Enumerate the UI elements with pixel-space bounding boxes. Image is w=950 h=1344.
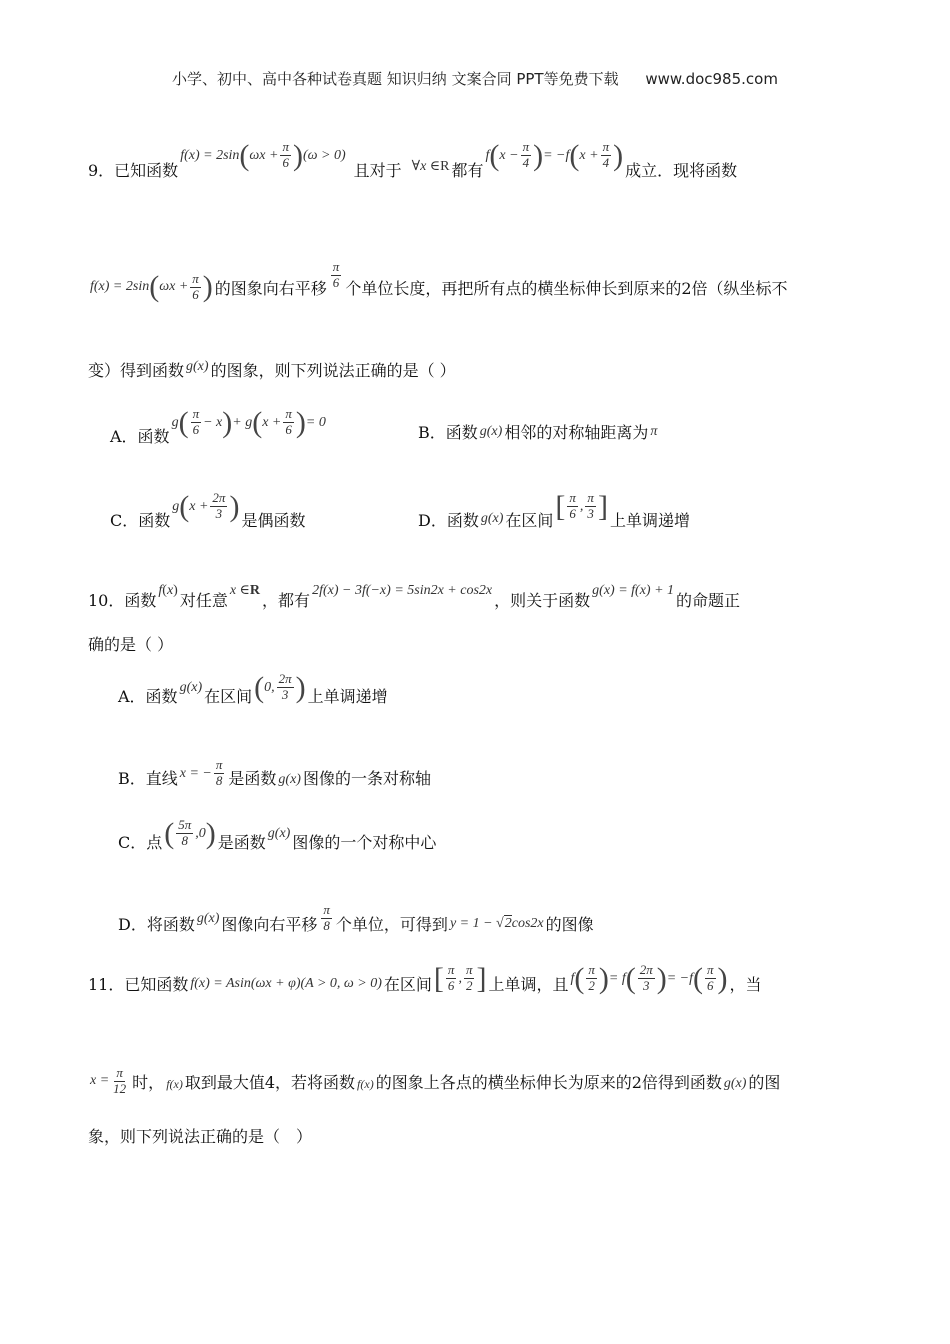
q9-forall: ∀x ∈ R (411, 158, 450, 174)
q11-fx-1: f(x) (166, 1076, 183, 1091)
q11-text-6: 的图象上各点的横坐标伸长为原来的2倍得到函数 (375, 1072, 722, 1092)
q10-option-a-interval: ( 0, $\frac{2\pi}{3}$ ) (254, 670, 306, 704)
q11-condition: f ( $\frac{\pi}{2}$ ) = f ( $\frac{2\pi}{3}$ ) = −f ( $\frac{\pi}{6}$ ) (570, 961, 728, 995)
q9-option-d-text-2: 上单调递增 (609, 511, 690, 530)
q10-text-5: 确的是（ ） (88, 635, 174, 654)
q10-option-c[interactable] (118, 814, 436, 853)
q9-option-d[interactable] (418, 482, 690, 531)
q10-option-d-text-3: 的图像 (545, 915, 594, 934)
q11-line2 (88, 1066, 780, 1097)
q10-option-b-text-2: 图像的一条对称轴 (302, 769, 431, 788)
q11-text-7: 的图 (748, 1072, 781, 1092)
q10-option-d-target: y = 1 − √ 2 cos2x (449, 915, 544, 931)
q10-option-c-point: ( $\frac{5\pi}{8}$ ,0 ) (164, 816, 216, 850)
q9-option-a-label: A．函数 (110, 427, 170, 446)
q11-fx-2: f(x) (357, 1076, 374, 1091)
q10-option-c-gx: g(x) (267, 825, 291, 841)
q10-line2 (88, 632, 173, 655)
q9-text-7: 的图象，则下列说法正确的是（ ） (210, 361, 456, 380)
q10-option-a[interactable] (118, 668, 388, 707)
q10-option-a-text-2: 上单调递增 (307, 687, 388, 706)
q9-option-b-text: 相邻的对称轴距离为 (504, 423, 649, 442)
q9-option-a[interactable] (110, 398, 328, 447)
q9-text-2: 都有 (451, 161, 484, 180)
q9-option-a-math: g ( $\frac{\pi}{6}$ − x ) + g ( x + $\frac{\pi}{6}$ ) = 0 (171, 405, 326, 439)
q11-gx: g(x) (723, 1076, 747, 1092)
q11-text-1: 在区间 (383, 975, 432, 994)
q10-option-a-text: 在区间 (204, 687, 253, 706)
q9-line2 (88, 259, 788, 304)
q11-f-def: f(x) = Asin(ωx + φ)(A > 0, ω > 0) (190, 975, 382, 991)
q9-option-d-interval: [ $\frac{\pi}{6}$ , $\frac{\pi}{3}$ ] (555, 489, 608, 523)
q9-f-def-2: f(x) = 2sin ( ωx + $\frac{\pi}{6}$ ) (90, 270, 213, 304)
page-header (0, 68, 950, 89)
q10-option-d-text-2: 个单位，可得到 (335, 915, 448, 934)
q11-line3 (88, 1124, 312, 1147)
q9-line1 (88, 138, 738, 181)
q9-text-1: 且对于 (353, 161, 402, 180)
q11-x-value: x = $\frac{\pi}{12}$ (90, 1065, 127, 1096)
q10-option-b-label: B．直线 (118, 769, 178, 788)
q9-option-c-text: 是偶函数 (241, 511, 306, 530)
q10-option-d-shift: $\frac{\pi}{8}$ (323, 902, 330, 933)
q9-option-c-math: g ( x + $\frac{2\pi}{3}$ ) (172, 489, 240, 523)
q9-option-d-gx: g(x) (480, 510, 504, 526)
q10-option-d-gx: g(x) (196, 910, 220, 926)
q9-option-b-gx: g(x) (479, 423, 503, 439)
q10-option-b[interactable] (118, 758, 431, 789)
q10-fx: f ( x ) (158, 582, 178, 598)
q10-option-c-text-2: 图像的一个对称中心 (292, 833, 437, 852)
q9-option-d-text: 在区间 (505, 511, 554, 530)
header-text: 小学、初中、高中各种试卷真题 知识归纳 文案合同 PPT等免费下载 (172, 70, 619, 88)
q10-option-c-text: 是函数 (217, 833, 266, 852)
q9-f-def: f(x) = 2sin ( ωx + $\frac{\pi}{6}$ ) (ω > 0) (180, 138, 346, 172)
q11-text-5: 取到最大值4，若将函数 (184, 1072, 356, 1092)
q10-text-3: ，则关于函数 (494, 591, 591, 610)
q9-text-3: 成立．现将函数 (625, 161, 738, 180)
q9-option-d-label: D．函数 (418, 511, 479, 530)
q10-option-a-label: A．函数 (118, 687, 178, 706)
q11-interval: [ $\frac{\pi}{6}$ , $\frac{\pi}{2}$ ] (433, 961, 487, 995)
q10-line1 (88, 570, 740, 611)
q11-text-4: 时， (132, 1072, 165, 1092)
q9-option-c-label: C．函数 (110, 511, 171, 530)
q9-shift: $\frac{\pi}{6}$ (332, 259, 340, 290)
q11-line1 (88, 962, 762, 995)
header-site: www.doc985.com (645, 70, 778, 88)
q10-anyx: x ∈ R (229, 582, 261, 598)
q9-line3 (88, 358, 456, 381)
q9-option-b[interactable] (418, 420, 659, 443)
q10-option-b-line: x = − $\frac{\pi}{8}$ (179, 757, 223, 788)
q10-number: 10．函数 (88, 591, 157, 610)
q11-text-8: 象，则下列说法正确的是（ ） (88, 1127, 313, 1146)
q9-condition: f ( x − $\frac{\pi}{4}$ ) = −f ( x + $\frac{\pi}{4}$ ) (485, 138, 624, 172)
q9-gx: g(x) (186, 358, 209, 374)
q10-gdef: g(x) = f(x) + 1 (592, 582, 675, 598)
q11-text-2: 上单调，且 (488, 975, 569, 994)
q10-option-b-text: 是函数 (228, 769, 277, 788)
q10-equation: 2f(x) − 3f(−x) = 5sin2x + cos2x (312, 582, 493, 598)
q11-number: 11．已知函数 (88, 975, 189, 994)
q9-text-5: 个单位长度，再把所有点的横坐标伸长到原来的2倍（纵坐标不 (345, 278, 788, 298)
q10-text-2: ，都有 (262, 591, 311, 610)
q10-option-d[interactable] (118, 902, 594, 935)
q9-text-6: 变）得到函数 (88, 361, 185, 380)
q9-option-b-label: B．函数 (418, 423, 478, 442)
q10-text-4: 的命题正 (676, 591, 741, 610)
q11-text-3: ，当 (729, 975, 762, 994)
q9-number: 9．已知函数 (88, 161, 179, 180)
q10-option-a-gx: g(x) (179, 679, 203, 695)
q9-option-b-pi: π (650, 423, 658, 439)
q9-option-c[interactable] (110, 482, 305, 531)
q9-text-4: 的图象向右平移 (214, 278, 327, 298)
q10-text-1: 对任意 (179, 591, 228, 610)
q10-option-b-gx: g(x) (278, 771, 301, 787)
q10-option-d-text: 图像向右平移 (221, 915, 318, 934)
q10-option-d-label: D．将函数 (118, 915, 195, 934)
q10-option-c-label: C．点 (118, 833, 163, 852)
